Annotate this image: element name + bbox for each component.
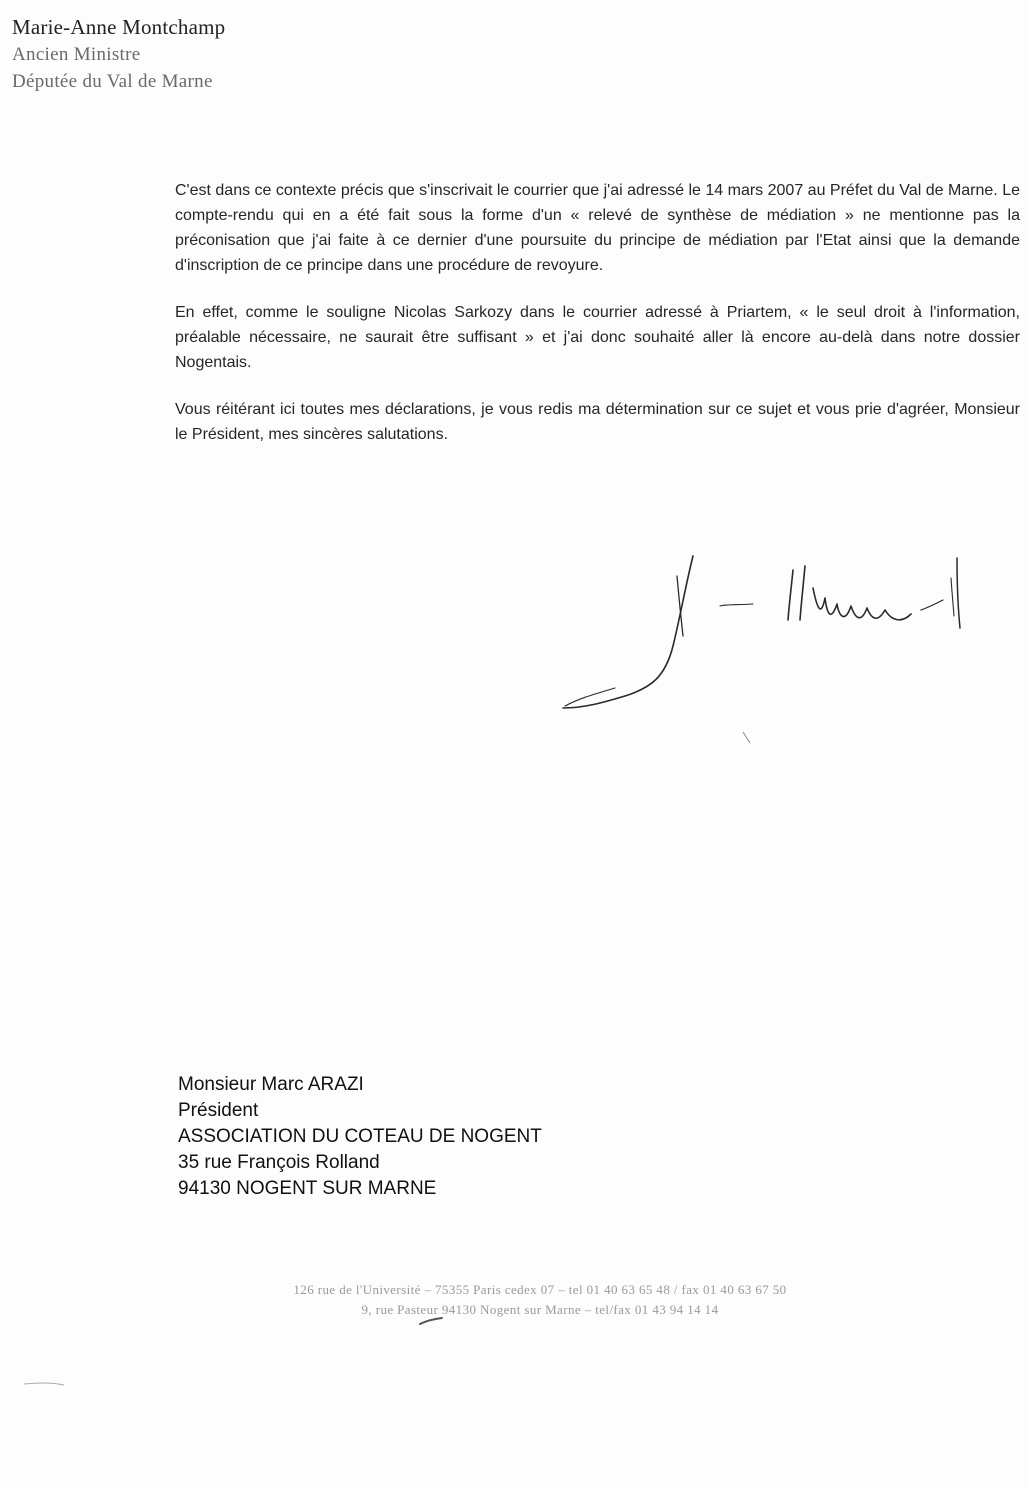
letterhead-title-2: Députée du Val de Marne [12, 71, 213, 92]
recipient-role: Président [178, 1100, 259, 1121]
footer-line-2: 9, rue Pasteur 94130 Nogent sur Marne – tel/fax 01 43 94 14 14 [361, 1302, 719, 1317]
scan-speck [740, 730, 754, 746]
recipient-city: 94130 NOGENT SUR MARNE [178, 1178, 437, 1199]
recipient-organization: ASSOCIATION DU COTEAU DE NOGENT [178, 1126, 542, 1147]
handwritten-signature [555, 548, 975, 748]
recipient-street: 35 rue François Rolland [178, 1152, 380, 1173]
recipient-address [178, 1072, 542, 1202]
body-paragraph-3: Vous réitérant ici toutes mes déclarations, je vous redis ma détermination sur ce sujet et vous prie d'agréer, Monsieur le Président, mes sincères salutations. [175, 401, 1020, 443]
letterhead [12, 14, 225, 95]
letterhead-title-1: Ancien Ministre [12, 44, 141, 65]
body-paragraph-1: C'est dans ce contexte précis que s'inscrivait le courrier que j'ai adressé le 14 mars 2007 au Préfet du Val de Marne. Le compte-rendu qui en a été fait sous la forme d'un « relevé de synthèse de médiation » ne mentionne pas la préconisation que j'ai faite à ce dernier d'une poursuite du principe de médiation par l'Etat ainsi que la demande d'inscription de ce principe dans une procédure de revoyure. [175, 182, 1020, 274]
letterhead-footer [150, 1280, 930, 1320]
footer-line-1: 126 rue de l'Université – 75355 Paris cedex 07 – tel 01 40 63 65 48 / fax 01 40 63 67 50 [293, 1282, 787, 1297]
letter-body [175, 178, 1020, 469]
letterhead-name: Marie-Anne Montchamp [12, 15, 226, 39]
scan-smudge [418, 1316, 444, 1326]
body-paragraph-2: En effet, comme le souligne Nicolas Sarkozy dans le courrier adressé à Priartem, « le seul droit à l'information, préalable nécessaire, ne saurait être suffisant » et j'ai donc souhaité aller là encore au-delà dans notre dossier Nogentais. [175, 304, 1020, 371]
recipient-name: Monsieur Marc ARAZI [178, 1074, 364, 1095]
scan-mark-left [22, 1378, 66, 1388]
